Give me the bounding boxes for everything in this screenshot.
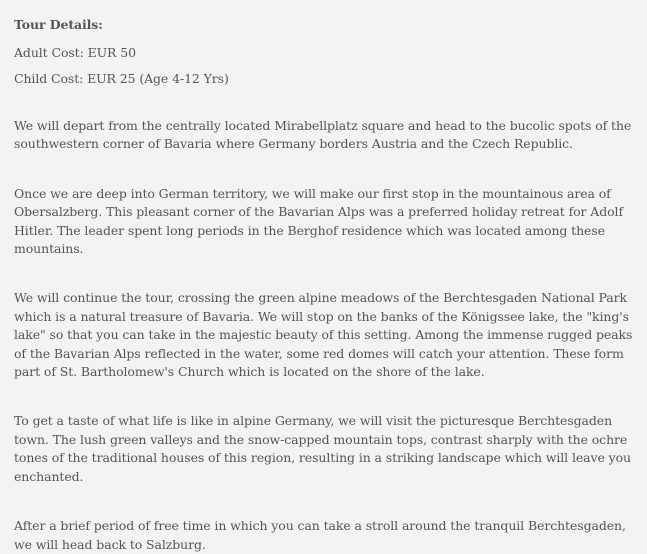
adult-cost: Adult Cost: EUR 50 <box>14 45 136 60</box>
child-cost: Child Cost: EUR 25 (Age 4-12 Yrs) <box>14 71 229 86</box>
paragraph-berchtesgaden-town: To get a taste of what life is like in alpine Germany, we will visit the picturesque Berchtesgaden town. The lush green valleys and the snow-capped mountain tops, contrast sharply with the ochre tones of the traditional houses of this region, resulting in a striking landscape which will leave you enchanted. <box>14 413 631 484</box>
paragraph-konigssee: We will continue the tour, crossing the green alpine meadows of the Berchtesgaden National Park which is a natural treasure of Bavaria. We will stop on the banks of the Königssee lake, the "king's lake" so that you can take in the majestic beauty of this setting. Among the immense rugged peaks of the Bavarian Alps reflected in the water, some red domes will catch your attention. These form part of St. Bartholomew's Church which is located on the shore of the lake. <box>14 290 633 380</box>
paragraph-departure: We will depart from the centrally located Mirabellplatz square and head to the bucolic spots of the southwestern corner of Bavaria where Germany borders Austria and the Czech Republic. <box>14 118 632 152</box>
tour-details-heading: Tour Details: <box>14 17 103 32</box>
paragraph-obersalzberg: Once we are deep into German territory, we will make our first stop in the mountainous area of Obersalzberg. This pleasant corner of the Bavarian Alps was a preferred holiday retreat for Adolf Hitler. The leader spent long periods in the Berghof residence which was located among these mountains. <box>14 185 623 257</box>
paragraph-return: After a brief period of free time in which you can take a stroll around the tranquil Berchtesgaden, we will head back to Salzburg. <box>14 518 626 552</box>
